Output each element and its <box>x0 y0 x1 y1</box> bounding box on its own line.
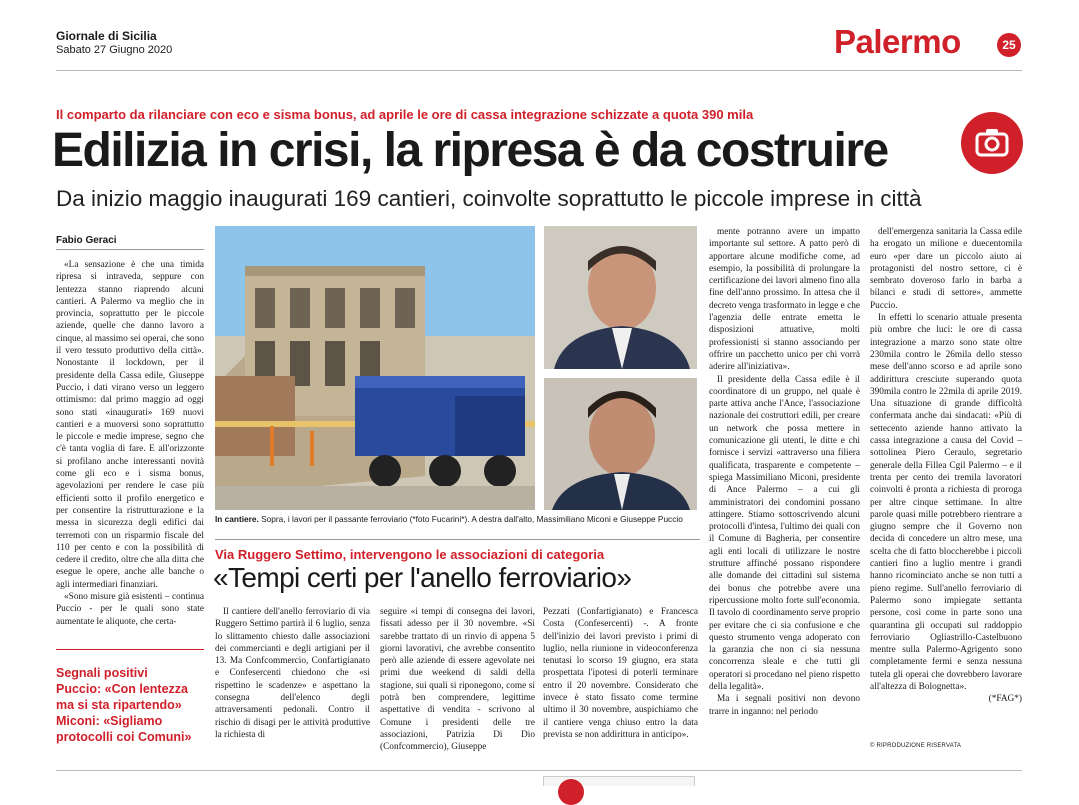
sidebar-title: Segnali positivi <box>56 666 148 680</box>
secondary-kicker: Via Ruggero Settimo, intervengono le associazioni di categoria <box>215 547 605 562</box>
byline: Fabio Geraci <box>56 235 117 246</box>
sidebar-quote-puccio: Puccio: «Con lentezza ma si sta ripartendo» <box>56 682 188 712</box>
sidebar-rule <box>56 649 204 650</box>
caption-text: Sopra, i lavori per il passante ferroviario (*foto Fucarini*). A destra dall'alto, Massimiliano Miconi e Giuseppe Puccio <box>261 514 683 524</box>
caption-label: In cantiere. <box>215 514 259 524</box>
secondary-column-1: Il cantiere dell'anello ferroviario di via Ruggero Settimo partirà il 6 luglio, senza lo slittamento chiesto dalle associazioni dei commercianti e degli artigiani per il 13. Ma Confcommercio, Confartigianato e Confesercenti chiedono che «si rispettino le scadenze» e aspettano la consegna dell'elenco degli attraversamenti pedonali. Contro il rischio di disagi per le attività produttive la richiesta di <box>215 607 370 740</box>
article-column-5: dell'emergenza sanitaria la Cassa edile ha erogato un milione e duecentomila euro «per dare un piccolo aiuto ai protagonisti del nostro settore, ci è sembrato doveroso farlo in barba a bilanci e studi di settore», ammette Puccio. In effetti lo scenario attuale presenta più ombre che luci: le ore di cassa integrazione a marzo sono state oltre 230mila contro le 26mila dello stesso mese dell'anno scorso e ad aprile sono addirittura cresciute superando quota 390mila contro le 22mila di aprile 2019. Una situazione di grande difficoltà confermata anche dai sindacati: «Più di settecento aziende hanno attivato la cassa integrazione a causa del Covid – sottolinea Piero Ceraulo, segretario generale della Fillea Cgil Palermo – e il trenta per cento dei tremila lavoratori coinvolti è pronta a richiesta di proroga per altre cinque settimane. In altre parole quasi mille potrebbero rientrare a giugno sempre che il Governo non decida di concedere un altro mese, una scelta che di fatto bloccherebbe i piccoli cantieri fino a luglio mentre i grandi hanno ricominciato anche se non tutti a pieno regime. Sull'anello ferroviario di Palermo sono impiegate settanta persone, così come in parte sono una quarantina gli occupati sul raddoppio ferroviario Ogliastrillo-Castelbuono mentre sulla Palermo-Agrigento sono completamente fermi e senza nessuna tutela gli operai che dovrebbero lavorare all'altezza di Bolognetta». (*FAG*) <box>870 227 1022 705</box>
next-article-icon <box>558 779 584 805</box>
portrait-miconi-photo <box>544 226 697 369</box>
sidebar-quotes <box>56 665 206 745</box>
article-column-4: mente potranno avere un impatto importante sul settore. A patto però di apportare alcune modifiche come, ad esempio, la possibilità di prolungare la certificazione dei lavori almeno fino alla fine dell'anno prossimo. In attesa che il decreto venga trasformato in legge e che l'agenzia delle entrate emetta le disposizioni attuative, molti professionisti si stanno associando per offrire un pacchetto unico per chi vorrà aderire all'iniziativa». Il presidente della Cassa edile è il coordinatore di un gruppo, nel quale è parte attiva anche l'Ance, l'associazione nazionale dei costruttori edili, per creare un network che possa mettere in comunicazione gli utenti, le ditte e chi fornisce i servizi «attraverso una filiera qualificata, trasparente e competente – spiega Massimiliano Miconi, presidente di Ance Palermo – a cui gli amministratori dei condomini possano attingere. Stiamo sottoscrivendo alcuni protocolli d'intesa, l'ultimo dei quali con il Comune di Bagheria, per consentire agli enti locali di utilizzare le nostre strutture affinché possano rispondere alle domande dei cittadini sul sistema dei bonus che potrebbe avere una ripercussione molto forte sull'economia. Il tavolo di coordinamento serve proprio per evitare che ci sia confusione e che questo strumento venga adoperato con la garanzia che non ci sia nessuna concorrenza sleale e che tutti gli operatori si procedano nel pieno rispetto della legalità». Ma i segnali positivi non devono trarre in inganno: nel periodo <box>709 227 861 717</box>
sidebar-quote-miconi: Miconi: «Sigliamo protocolli coi Comuni» <box>56 714 192 744</box>
construction-site-photo <box>215 226 535 510</box>
photo-caption <box>215 514 700 524</box>
secondary-column-3: Pezzati (Confartigianato) e Francesca Costa (Confesercenti) -. A fronte dell'inizio dei lavori previsto i primi di luglio, nella riunione in videoconferenza tenutasi lo scorso 19 giugno, era stata prospettata l'ipotesi di poterli terminare entro il 20 novembre. Considerato che invece è stato fissato come termine ultimo il 30 novembre, auspichiamo che il cantiere venga chiuso entro la data prevista se non addirittura in anticipo». <box>543 607 698 740</box>
secondary-headline: «Tempi certi per l'anello ferroviario» <box>213 562 632 593</box>
issue-date: Sabato 27 Giugno 2020 <box>56 44 173 56</box>
masthead-divider <box>56 70 1022 71</box>
secondary-column-2: seguire «i tempi di consegna dei lavori, fissati adesso per il 30 novembre. «Si sarebbe trattato di un rinvio di appena 5 giorni lavorativi, che avrebbe consentito però alle aziende di essere agevolate nei primi due weekend di saldi della stagione, sui quali si riponegono, come si potrà ben comprendere, legittime aspettative di vendita - scrivono al Comune i presidenti delle tre associazioni, Patrizia Di Dio (Confcommercio), Giuseppe <box>380 607 535 753</box>
article-column-1: «La sensazione è che una timida ripresa si intraveda, seppure con lentezza stanno riaprendo alcuni cantieri. A Palermo va meglio che in provincia, soprattutto per le piccole aziende, quelle che danno lavoro a cinque, al massimo sei operai, che sono il vero tessuto produttivo della città». Nonostante il lockdown, per il presidente della Cassa edile, Giuseppe Puccio, i dati virano verso un leggero ottimismo: dal primo maggio ad oggi sono stati «inaugurati» 169 nuovi cantieri e a muoversi sono soprattutto le piccole e medie imprese, segno che c'è tanta voglia di fare. E all'orizzonte si profilano anche interessanti novità come gli eco e i sisma bonus, agevolazioni per rendere le case più efficienti sotto il profilo energetico e per consentire la ristrutturazione e la messa in sicurezza degli edifici dai terremoti con un risparmio fiscale del 110 per cento e con la possibilità di cedere il credito, oltre che alla ditta che esegue le opere, anche alle banche o agli intermediari finanziari. «Sono misure già esistenti – continua Puccio - per le quali sono state aumentate le aliquote, che certa- <box>56 260 204 627</box>
subheadline: Da inizio maggio inaugurati 169 cantieri, coinvolte soprattutto le piccole imprese in città <box>56 186 922 211</box>
byline-rule <box>56 249 204 250</box>
paper-name: Giornale di Sicilia <box>56 29 157 43</box>
secondary-rule <box>215 539 700 540</box>
camera-icon[interactable] <box>961 112 1023 174</box>
headline: Edilizia in crisi, la ripresa è da costruire <box>52 124 888 177</box>
footer-rule <box>56 770 1022 771</box>
page-number-badge: 25 <box>997 33 1021 57</box>
portrait-puccio-photo <box>544 378 697 510</box>
signature: (*FAG*) <box>988 694 1022 705</box>
section-title: Palermo <box>834 23 961 60</box>
copyright: © RIPRODUZIONE RISERVATA <box>870 743 962 749</box>
article-kicker: Il comparto da rilanciare con eco e sisma bonus, ad aprile le ore di cassa integrazione schizzate a quota 390 mila <box>56 107 754 122</box>
